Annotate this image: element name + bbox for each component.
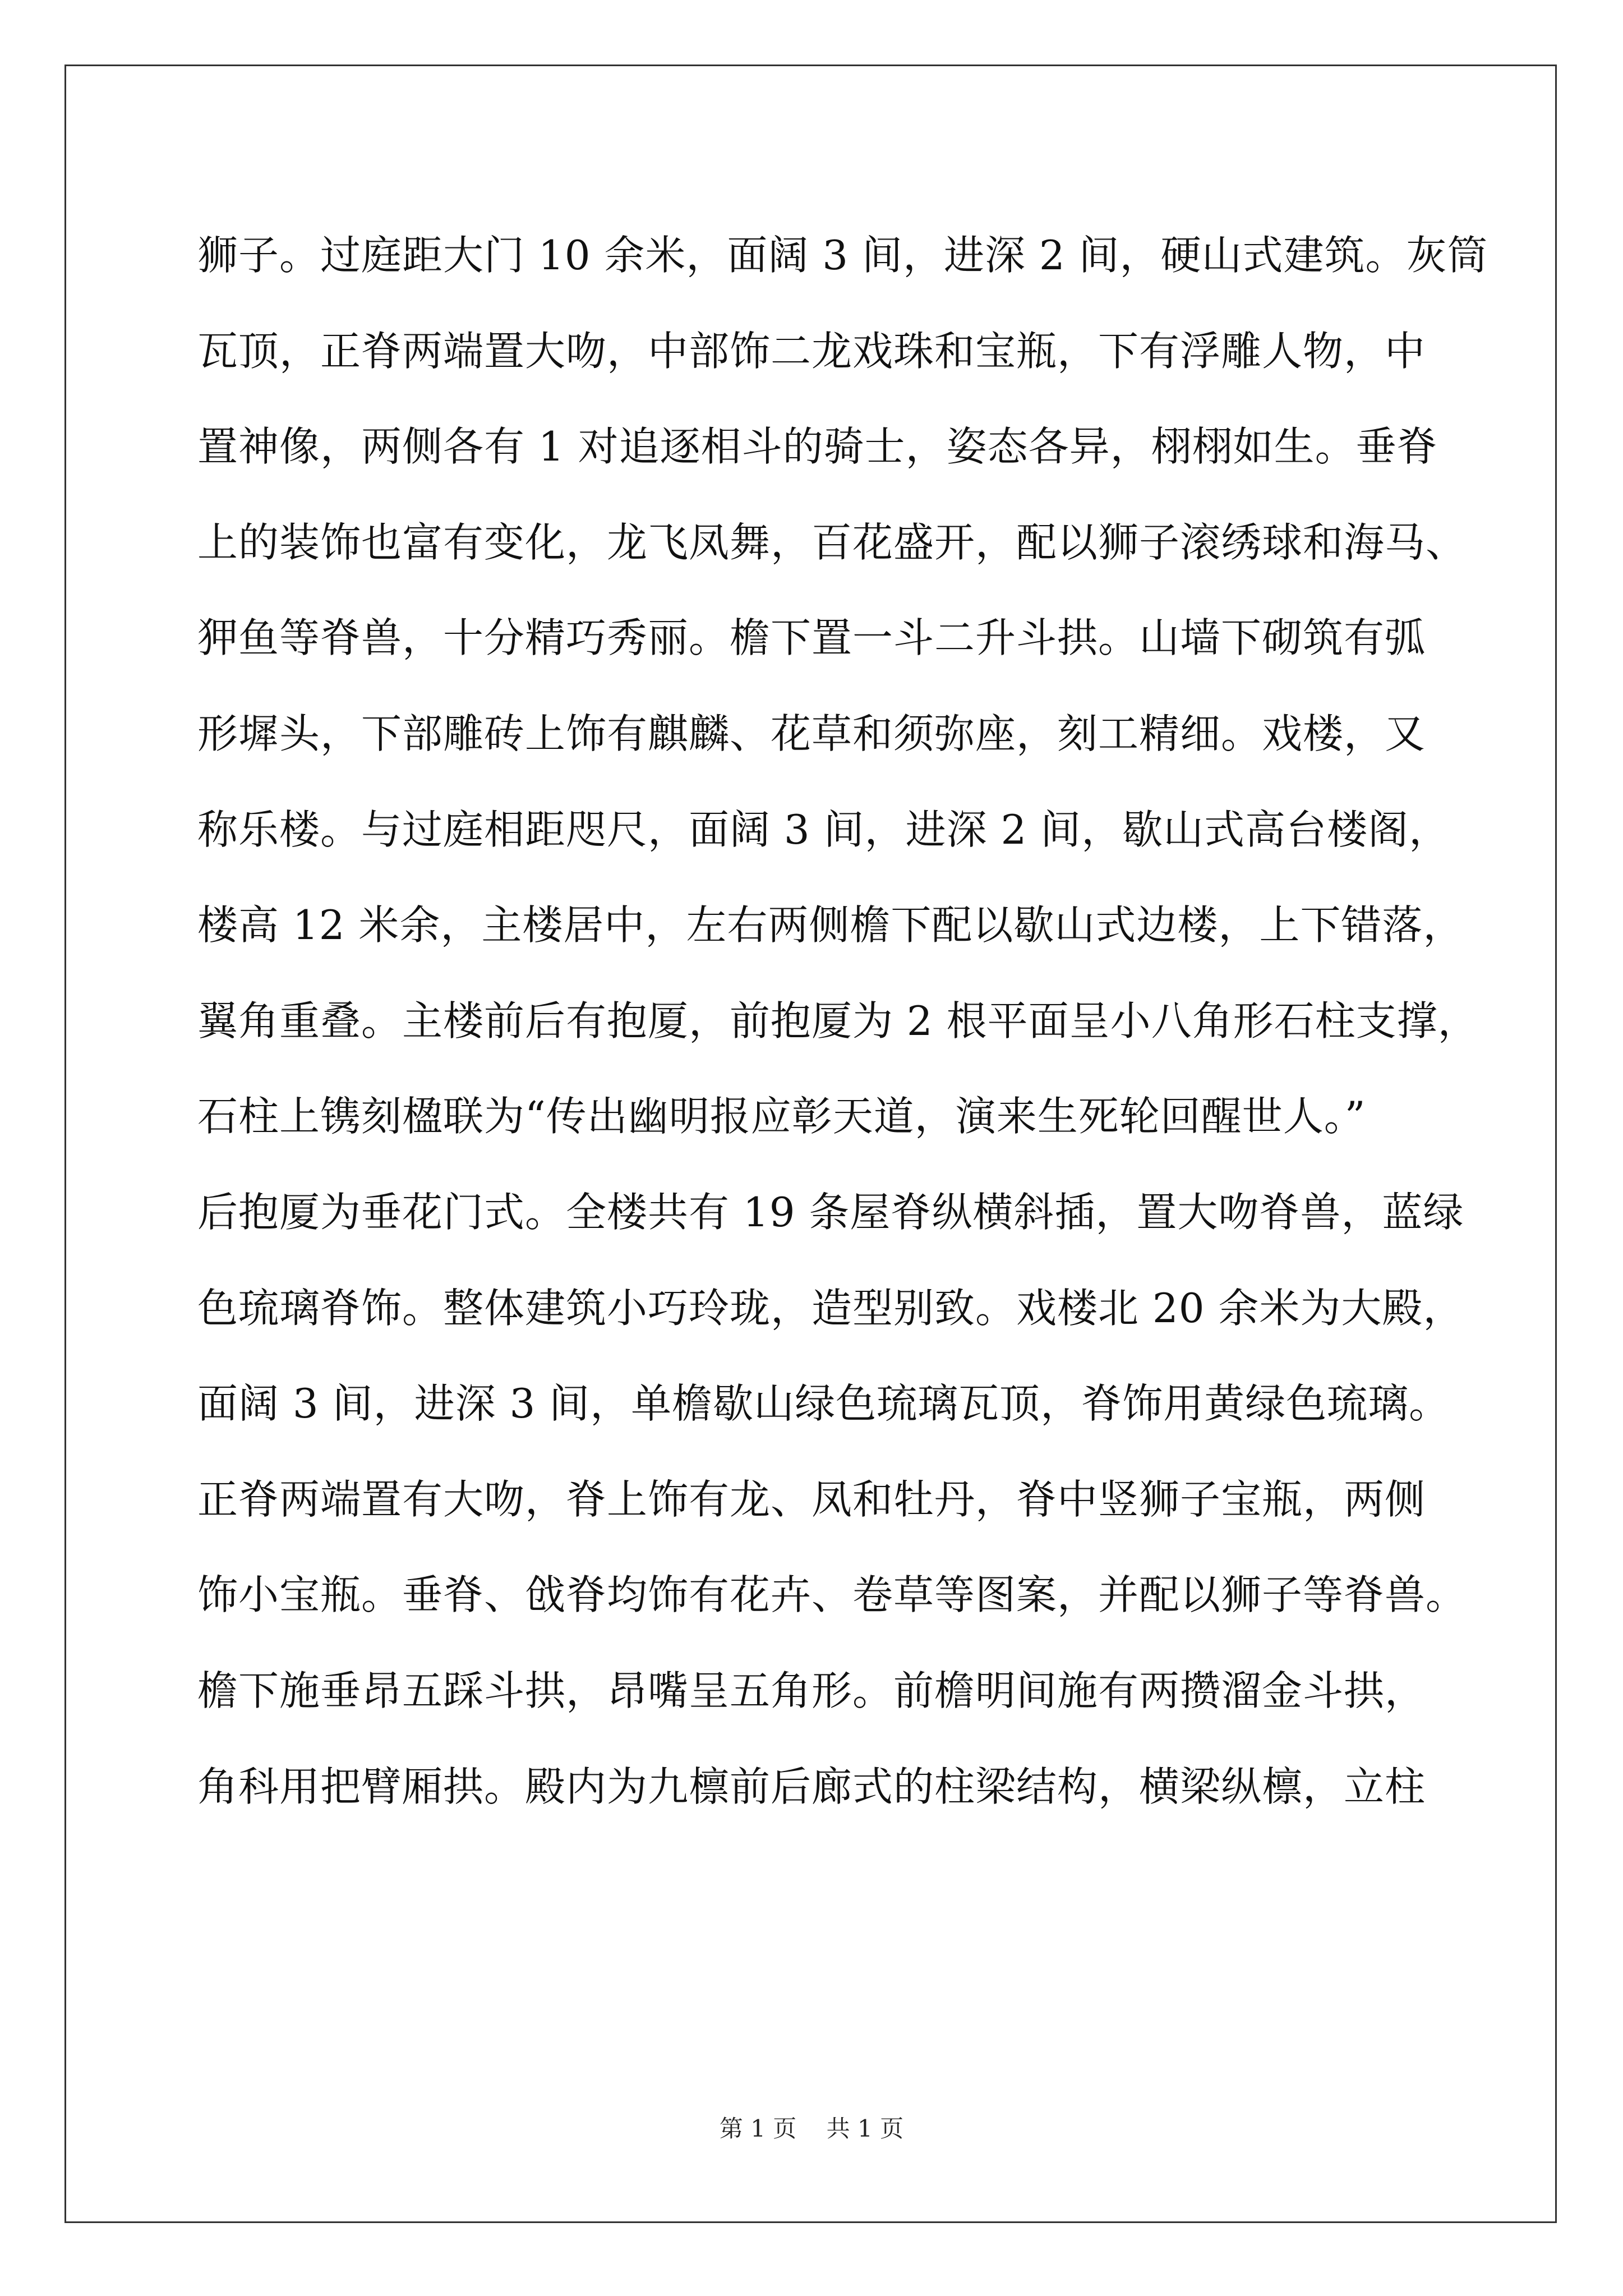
text-line: 石柱上镌刻楹联为“传出幽明报应彰天道，演来生死轮回醒世人。” bbox=[197, 1093, 1366, 1140]
page-footer bbox=[0, 2112, 1623, 2146]
document-body bbox=[197, 208, 1488, 1834]
text-line: 狮子。过庭距大门 10 余米，面阔 3 间，进深 2 间，硬山式建筑。灰筒 bbox=[197, 232, 1488, 279]
text-line: 后抱厦为垂花门式。全楼共有 19 条屋脊纵横斜插，置大吻脊兽，蓝绿 bbox=[197, 1188, 1464, 1236]
text-line: 上的装饰也富有变化，龙飞凤舞，百花盛开，配以狮子滚绣球和海马、 bbox=[197, 518, 1467, 566]
text-line: 瓦顶，正脊两端置大吻，中部饰二龙戏珠和宝瓶，下有浮雕人物，中 bbox=[197, 327, 1426, 375]
text-line: 楼高 12 米余，主楼居中，左右两侧檐下配以歇山式边楼，上下错落， bbox=[197, 901, 1464, 949]
text-line: 称乐楼。与过庭相距咫尺，面阔 3 间，进深 2 间，歇山式高台楼阁， bbox=[197, 806, 1450, 853]
text-line: 置神像，两侧各有 1 对追逐相斗的骑士，姿态各异，栩栩如生。垂脊 bbox=[197, 423, 1438, 471]
page-total: 共 1 页 bbox=[826, 2115, 904, 2142]
text-line: 正脊两端置有大吻，脊上饰有龙、凤和牡丹，脊中竖狮子宝瓶，两侧 bbox=[197, 1475, 1426, 1523]
text-line: 色琉璃脊饰。整体建筑小巧玲珑，造型别致。戏楼北 20 余米为大殿， bbox=[197, 1284, 1464, 1332]
text-line: 面阔 3 间，进深 3 间，单檐歇山绿色琉璃瓦顶，脊饰用黄绿色琉璃。 bbox=[197, 1380, 1450, 1428]
text-line: 饰小宝瓶。垂脊、戗脊均饰有花卉、卷草等图案，并配以狮子等脊兽。 bbox=[197, 1571, 1467, 1619]
text-line: 檐下施垂昂五踩斗拱，昂嘴呈五角形。前檐明间施有两攒溜金斗拱， bbox=[197, 1667, 1426, 1714]
text-line: 狎鱼等脊兽，十分精巧秀丽。檐下置一斗二升斗拱。山墙下砌筑有弧 bbox=[197, 614, 1426, 662]
text-line: 翼角重叠。主楼前后有抱厦，前抱厦为 2 根平面呈小八角形石柱支撑， bbox=[197, 997, 1479, 1045]
text-line: 角科用把臂厢拱。殿内为九檩前后廊式的柱梁结构，横梁纵檩，立柱 bbox=[197, 1763, 1426, 1810]
page-number: 第 1 页 bbox=[719, 2115, 797, 2142]
text-line: 形墀头，下部雕砖上饰有麒麟、花草和须弥座，刻工精细。戏楼，又 bbox=[197, 710, 1426, 757]
